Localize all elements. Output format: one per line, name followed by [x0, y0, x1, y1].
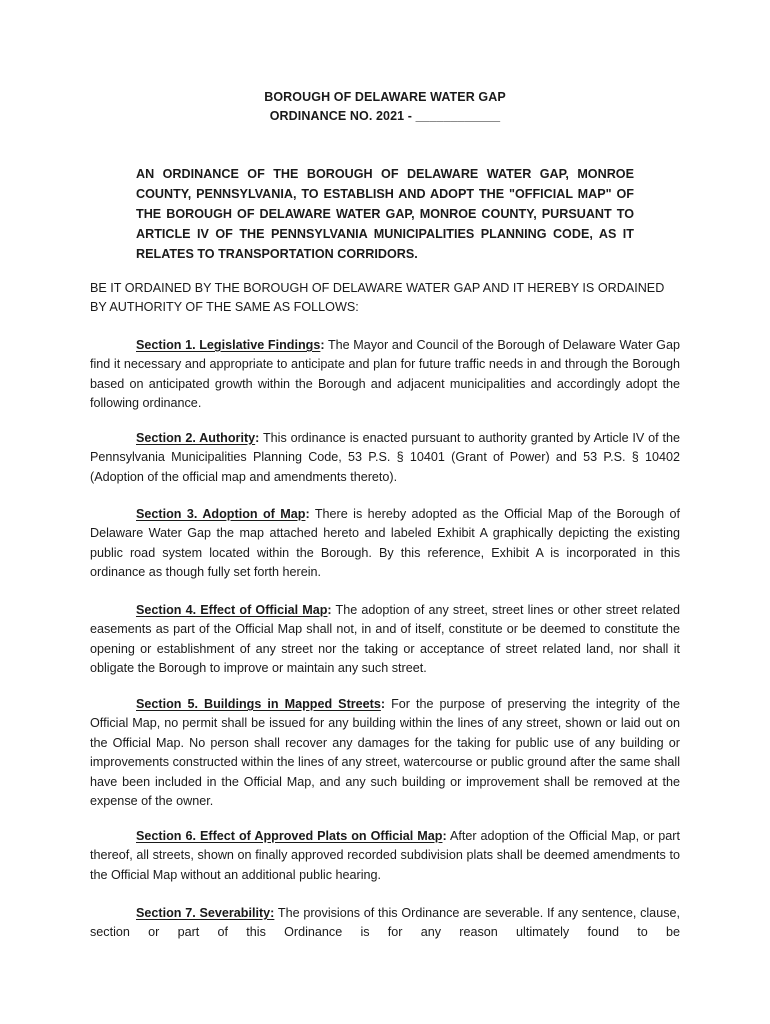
section-1-legislative-findings — [90, 336, 680, 414]
enactment-clause: BE IT ORDAINED BY THE BOROUGH OF DELAWARE WATER GAP AND IT HEREBY IS ORDAINED BY AUTHORITY OF THE SAME AS FOLLOWS: — [90, 281, 665, 314]
section-heading: Section 7. Severability: — [136, 906, 275, 920]
ordinance-title: AN ORDINANCE OF THE BOROUGH OF DELAWARE WATER GAP, MONROE COUNTY, PENNSYLVANIA, TO ESTABLISH AND ADOPT THE "OFFICIAL MAP" OF THE BOROUGH OF DELAWARE WATER GAP, MONROE COUNTY, PURSUANT TO ARTICLE IV OF THE PENNSYLVANIA MUNICIPALITIES PLANNING CODE, AS IT RELATES TO TRANSPORTATION CORRIDORS. — [136, 167, 634, 261]
section-heading: Section 4. Effect of Official Map — [136, 603, 328, 617]
section-heading: Section 6. Effect of Approved Plats on Official Map — [136, 829, 443, 843]
section-heading: Section 1. Legislative Findings — [136, 338, 321, 352]
section-body: This ordinance is enacted pursuant to authority granted by Article IV of the Pennsylvania Municipalities Planning Code, 53 P.S. § 10401 (Grant of Power) and 53 P.S. § 10402 (Adoption of the official map and amendments thereto). — [90, 431, 680, 484]
heading-colon: : — [442, 829, 447, 843]
section-5-buildings-in-mapped-streets — [90, 695, 680, 811]
section-body: For the purpose of preserving the integrity of the Official Map, no permit shall be issued for any building within the lines of any street, shown or laid out on the Official Map. No person shall recover any damages for the taking for public use of any building or improvements constructed within the lines of any street, watercourse or public ground after the same shall have been included in the Official Map, and any such building or improvement shall be removed at the expense of the owner. — [90, 697, 680, 809]
heading-colon: : — [327, 603, 332, 617]
section-heading: Section 2. Authority — [136, 431, 256, 445]
section-body: There is hereby adopted as the Official Map of the Borough of Delaware Water Gap the map attached hereto and labeled Exhibit A graphically depicting the existing public road system located within the Borough. By this reference, Exhibit A is incorporated in this ordinance as though fully set forth herein. — [90, 507, 681, 580]
heading-colon: : — [320, 338, 325, 352]
section-body: After adoption of the Official Map, or part thereof, all streets, shown on finally approved recorded subdivision plats shall be deemed amendments to the Official Map without an additional public hearing. — [90, 829, 680, 882]
section-2-authority — [90, 429, 680, 487]
ordinance-number-heading: ORDINANCE NO. 2021 - ____________ — [269, 109, 501, 123]
section-6-effect-of-approved-plats — [90, 827, 680, 885]
heading-colon: : — [380, 697, 386, 711]
section-3-adoption-of-map — [90, 505, 680, 583]
section-body: The Mayor and Council of the Borough of Delaware Water Gap find it necessary and appropriate to anticipate and plan for future traffic needs in and through the Borough based on anticipated growth within the Borough and adjacent municipalities and accordingly adopt the following ordinance. — [90, 338, 680, 411]
section-body: The provisions of this Ordinance are severable. If any sentence, clause, section or part of this Ordinance is for any reason ultimately found to be — [90, 906, 680, 940]
section-7-severability — [90, 904, 680, 943]
borough-name-heading: BOROUGH OF DELAWARE WATER GAP — [264, 90, 506, 104]
section-body: The adoption of any street, street lines or other street related easements as part of the Official Map shall not, in and of itself, constitute or be deemed to constitute the opening or establishment of any street nor the taking or acceptance of street related land, nor shall it obligate the Borough to improve or maintain any such street. — [90, 603, 680, 676]
heading-colon: : — [255, 431, 260, 445]
section-heading: Section 5. Buildings in Mapped Streets — [136, 697, 381, 711]
section-heading: Section 3. Adoption of Map — [136, 507, 306, 521]
section-4-effect-of-official-map — [90, 601, 680, 679]
heading-colon: : — [305, 507, 310, 521]
